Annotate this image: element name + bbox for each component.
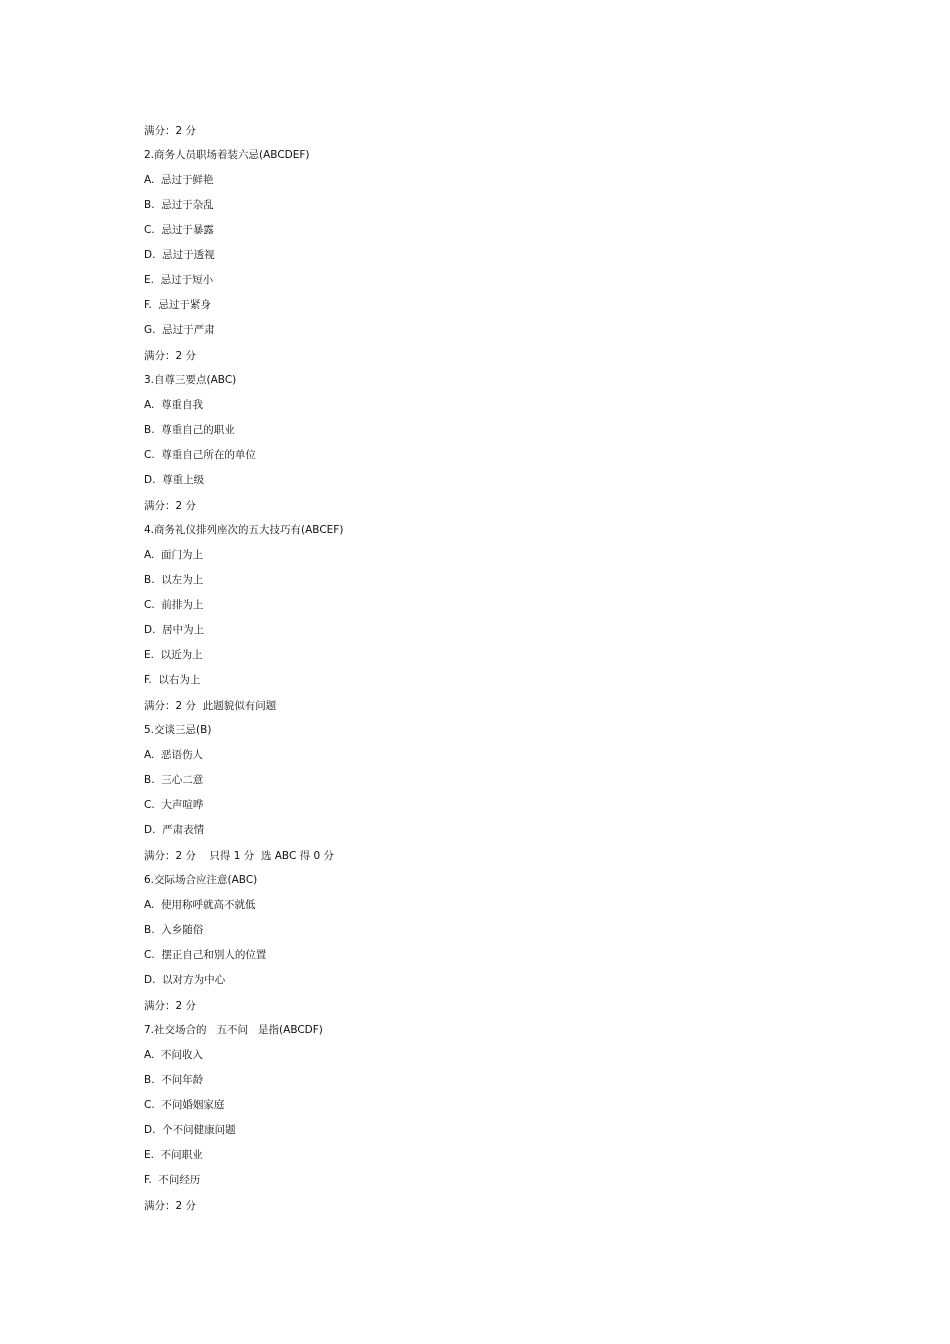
option-line: A. 恶语伤人 bbox=[144, 749, 204, 761]
option-line: E. 以近为上 bbox=[144, 649, 203, 661]
option-line: D. 个不问健康问题 bbox=[144, 1124, 236, 1136]
option-line: B. 以左为上 bbox=[144, 574, 204, 586]
option-line: G. 忌过于严肃 bbox=[144, 324, 215, 336]
option-line: B. 入乡随俗 bbox=[144, 924, 204, 936]
option-line: A. 忌过于鲜艳 bbox=[144, 174, 214, 186]
option-line: D. 严肃表情 bbox=[144, 824, 205, 836]
option-line: C. 忌过于暴露 bbox=[144, 224, 214, 236]
option-line: B. 忌过于杂乱 bbox=[144, 199, 214, 211]
score-line: 满分：2 分 bbox=[144, 1000, 197, 1012]
option-line: A. 面门为上 bbox=[144, 549, 204, 561]
option-line: F. 以右为上 bbox=[144, 674, 201, 686]
question-block bbox=[144, 523, 844, 713]
option-line: A. 不问收入 bbox=[144, 1049, 204, 1061]
question-block bbox=[144, 873, 844, 1013]
score-line: 满分：2 分 bbox=[144, 125, 197, 137]
option-line: D. 居中为上 bbox=[144, 624, 205, 636]
option-line: C. 大声喧哗 bbox=[144, 799, 204, 811]
option-line: B. 三心二意 bbox=[144, 774, 204, 786]
question-title: 5.交谈三忌(B) bbox=[144, 724, 212, 736]
score-line: 满分：2 分 bbox=[144, 1200, 197, 1212]
option-line: D. 以对方为中心 bbox=[144, 974, 226, 986]
question-title: 4.商务礼仪排列座次的五大技巧有(ABCEF) bbox=[144, 524, 344, 536]
score-line: 满分：2 分 bbox=[144, 500, 197, 512]
question-block bbox=[144, 373, 844, 513]
option-line: C. 尊重自己所在的单位 bbox=[144, 449, 256, 461]
question-title: 6.交际场合应注意(ABC) bbox=[144, 874, 258, 886]
option-line: A. 尊重自我 bbox=[144, 399, 204, 411]
score-line: 满分：2 分 bbox=[144, 350, 197, 362]
question-title: 3.自尊三要点(ABC) bbox=[144, 374, 237, 386]
option-line: E. 不问职业 bbox=[144, 1149, 203, 1161]
option-line: D. 忌过于透视 bbox=[144, 249, 215, 261]
option-line: C. 摆正自己和别人的位置 bbox=[144, 949, 267, 961]
option-line: C. 不问婚姻家庭 bbox=[144, 1099, 225, 1111]
option-line: D. 尊重上级 bbox=[144, 474, 205, 486]
question-block bbox=[144, 148, 844, 363]
option-line: C. 前排为上 bbox=[144, 599, 204, 611]
question-title: 7.社交场合的 五不问 是指(ABCDF) bbox=[144, 1024, 323, 1036]
option-line: B. 不问年龄 bbox=[144, 1074, 204, 1086]
question-title: 2.商务人员职场着装六忌(ABCDEF) bbox=[144, 149, 310, 161]
option-line: F. 不问经历 bbox=[144, 1174, 201, 1186]
question-block bbox=[144, 1023, 844, 1213]
score-line: 满分：2 分 只得 1 分 选 ABC 得 0 分 bbox=[144, 850, 334, 862]
option-line: B. 尊重自己的职业 bbox=[144, 424, 235, 436]
question-block bbox=[144, 723, 844, 863]
option-line: F. 忌过于紧身 bbox=[144, 299, 211, 311]
option-line: A. 使用称呼就高不就低 bbox=[144, 899, 256, 911]
document-page bbox=[144, 124, 844, 1213]
option-line: E. 忌过于短小 bbox=[144, 274, 214, 286]
score-line: 满分：2 分 此题貌似有问题 bbox=[144, 700, 277, 712]
